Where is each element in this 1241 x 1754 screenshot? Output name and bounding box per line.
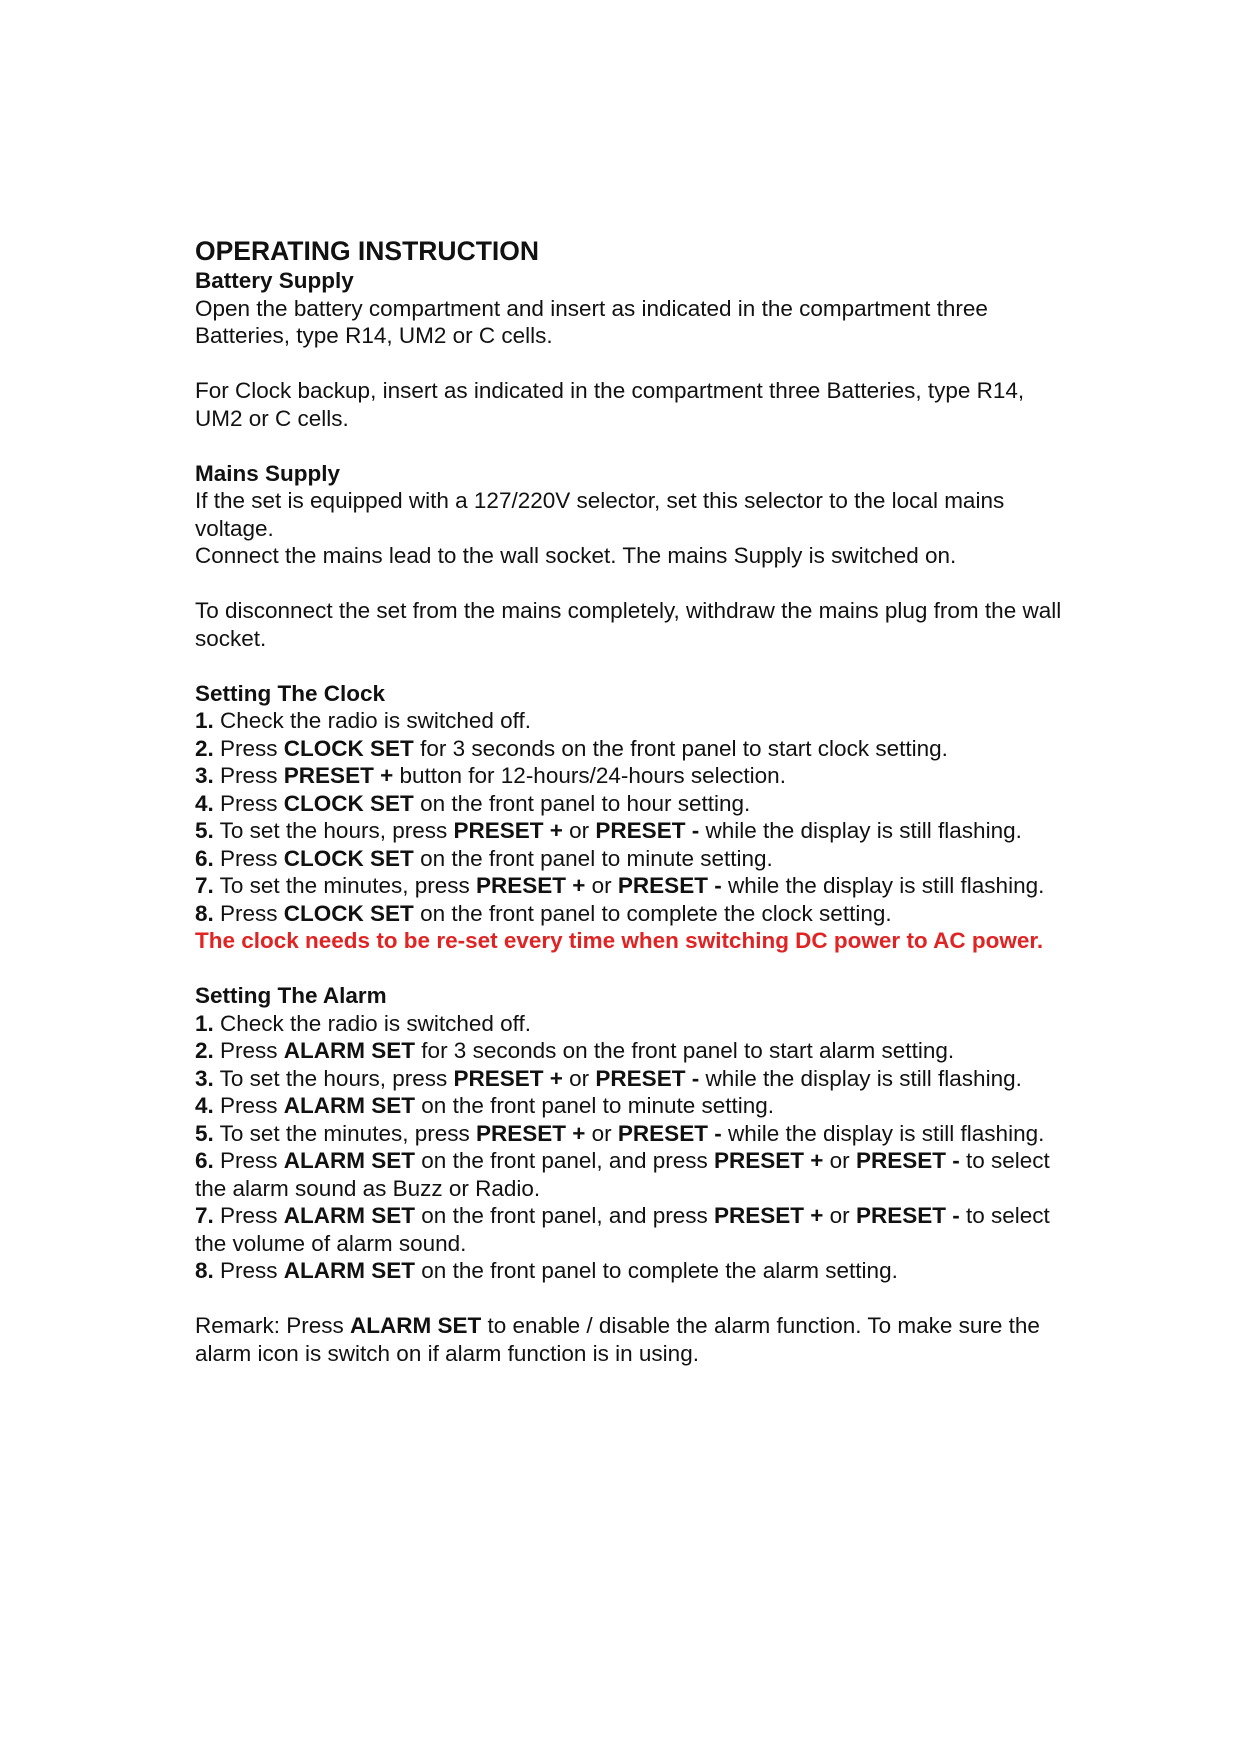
bold-text-run: ALARM SET xyxy=(350,1313,482,1338)
bold-text-run: PRESET + xyxy=(283,763,394,788)
alarm-step xyxy=(195,1065,1075,1093)
alarm-steps-list xyxy=(195,1010,1075,1285)
text-run: Press xyxy=(213,790,284,816)
text-run: on the front panel to complete the alarm setting. xyxy=(415,1258,898,1283)
bold-text-run: 5. xyxy=(195,818,214,843)
spacer xyxy=(195,350,1075,378)
bold-text-run: PRESET - xyxy=(855,1203,960,1228)
text-run: Check the radio is switched off. xyxy=(213,1010,532,1036)
text-run: Press xyxy=(213,1148,284,1173)
text-run: Press xyxy=(213,1038,284,1063)
spacer xyxy=(195,652,1075,680)
document-title: OPERATING INSTRUCTION xyxy=(195,236,540,266)
bold-text-run: ALARM SET xyxy=(283,1258,416,1283)
text-run: for 3 seconds on the front panel to start clock setting. xyxy=(413,735,948,761)
bold-text-run: CLOCK SET xyxy=(283,900,414,926)
bold-text-run: 1. xyxy=(195,708,214,733)
alarm-step xyxy=(195,1147,1075,1202)
text-run: on the front panel, and press xyxy=(415,1203,714,1228)
clock-step xyxy=(195,762,1075,790)
battery-supply-paragraph-1: Open the battery compartment and insert as indicated in the compartment three Batteries, type R14, UM2 or C cells. xyxy=(195,295,988,348)
bold-text-run: PRESET + xyxy=(714,1203,824,1228)
alarm-step xyxy=(195,1092,1075,1120)
bold-text-run: 6. xyxy=(195,845,214,871)
mains-supply-paragraph-2: Connect the mains lead to the wall socket. The mains Supply is switched on. xyxy=(195,543,957,568)
text-run: Press xyxy=(213,735,284,761)
bold-text-run: 7. xyxy=(195,1203,214,1228)
clock-step xyxy=(195,707,1075,735)
text-run: on the front panel to minute setting. xyxy=(415,1093,775,1118)
text-run: or xyxy=(562,818,596,843)
text-run: while the display is still flashing. xyxy=(721,1120,1045,1146)
text-run: to select the volume of alarm sound. xyxy=(195,1203,1050,1256)
clock-step xyxy=(195,735,1075,763)
text-run: on the front panel to complete the clock setting. xyxy=(413,900,892,926)
text-run: on the front panel to minute setting. xyxy=(413,845,773,871)
text-run: Remark: Press xyxy=(195,1313,351,1338)
text-run: button for 12-hours/24-hours selection. xyxy=(393,763,786,788)
bold-text-run: ALARM SET xyxy=(283,1203,416,1228)
bold-text-run: 8. xyxy=(195,900,214,926)
clock-reset-warning: The clock needs to be re-set every time when switching DC power to AC power. xyxy=(195,928,1044,953)
text-run: or xyxy=(823,1148,856,1173)
text-run: Press xyxy=(213,845,284,871)
bold-text-run: CLOCK SET xyxy=(283,790,414,816)
text-run: Press xyxy=(213,1203,284,1228)
bold-text-run: PRESET + xyxy=(475,873,586,898)
mains-supply-heading: Mains Supply xyxy=(195,460,341,486)
bold-text-run: 4. xyxy=(195,1093,214,1118)
clock-step xyxy=(195,900,1075,928)
spacer xyxy=(195,955,1075,983)
text-run: Press xyxy=(213,763,284,788)
spacer xyxy=(195,432,1075,460)
text-run: to enable / disable the alarm function. To make sure the alarm icon is switch on if alarm function is in using. xyxy=(195,1313,1040,1366)
mains-supply-paragraph-1: If the set is equipped with a 127/220V selector, set this selector to the local mains voltage. xyxy=(195,488,1005,541)
alarm-step xyxy=(195,1257,1075,1285)
text-run: to select the alarm sound as Buzz or Radio. xyxy=(195,1148,1050,1201)
clock-step xyxy=(195,845,1075,873)
text-run: To set the hours, press xyxy=(213,818,454,843)
bold-text-run: PRESET - xyxy=(617,1120,722,1146)
text-run: while the display is still flashing. xyxy=(699,818,1022,843)
bold-text-run: PRESET + xyxy=(453,818,563,843)
text-run: To set the hours, press xyxy=(213,1065,454,1091)
text-run: while the display is still flashing. xyxy=(721,873,1045,898)
bold-text-run: 7. xyxy=(195,873,214,898)
bold-text-run: 6. xyxy=(195,1148,214,1173)
bold-text-run: ALARM SET xyxy=(283,1148,416,1173)
bold-text-run: 2. xyxy=(195,1038,214,1063)
bold-text-run: ALARM SET xyxy=(283,1038,416,1063)
bold-text-run: PRESET - xyxy=(595,1065,700,1091)
battery-supply-heading: Battery Supply xyxy=(195,268,354,293)
bold-text-run: 1. xyxy=(195,1010,214,1036)
bold-text-run: CLOCK SET xyxy=(283,845,414,871)
bold-text-run: PRESET - xyxy=(595,818,700,843)
document-page xyxy=(195,236,1075,1367)
battery-supply-paragraph-2: For Clock backup, insert as indicated in the compartment three Batteries, type R14, UM2 or C cells. xyxy=(195,378,1025,431)
bold-text-run: 5. xyxy=(195,1120,214,1146)
text-run: or xyxy=(585,1120,618,1146)
text-run: on the front panel to hour setting. xyxy=(413,790,751,816)
text-run: Press xyxy=(213,900,284,926)
bold-text-run: ALARM SET xyxy=(283,1093,416,1118)
alarm-step xyxy=(195,1037,1075,1065)
mains-supply-paragraph-3: To disconnect the set from the mains completely, withdraw the mains plug from the wall socket. xyxy=(195,598,1062,651)
bold-text-run: PRESET + xyxy=(475,1120,586,1146)
bold-text-run: 2. xyxy=(195,735,214,761)
bold-text-run: 4. xyxy=(195,790,214,816)
bold-text-run: PRESET + xyxy=(714,1148,824,1173)
bold-text-run: 3. xyxy=(195,763,214,788)
alarm-step xyxy=(195,1202,1075,1257)
bold-text-run: 3. xyxy=(195,1065,214,1091)
spacer xyxy=(195,1285,1075,1313)
bold-text-run: CLOCK SET xyxy=(283,735,414,761)
text-run: or xyxy=(585,873,618,898)
text-run: for 3 seconds on the front panel to start alarm setting. xyxy=(415,1038,955,1063)
bold-text-run: PRESET - xyxy=(617,873,722,898)
setting-clock-heading: Setting The Clock xyxy=(195,680,386,706)
clock-steps-list xyxy=(195,707,1075,927)
alarm-step xyxy=(195,1010,1075,1038)
clock-step xyxy=(195,817,1075,845)
text-run: To set the minutes, press xyxy=(213,1120,476,1146)
text-run: Press xyxy=(213,1093,284,1118)
alarm-step xyxy=(195,1120,1075,1148)
bold-text-run: PRESET - xyxy=(855,1148,960,1173)
text-run: while the display is still flashing. xyxy=(699,1065,1022,1091)
text-run: on the front panel, and press xyxy=(415,1148,714,1173)
setting-alarm-heading: Setting The Alarm xyxy=(195,983,387,1008)
clock-step xyxy=(195,872,1075,900)
text-run: or xyxy=(562,1065,596,1091)
bold-text-run: 8. xyxy=(195,1258,214,1283)
alarm-remark xyxy=(195,1312,1075,1367)
text-run: Press xyxy=(213,1258,284,1283)
clock-step xyxy=(195,790,1075,818)
text-run: or xyxy=(823,1203,856,1228)
text-run: To set the minutes, press xyxy=(213,873,476,898)
text-run: Check the radio is switched off. xyxy=(213,708,532,733)
bold-text-run: PRESET + xyxy=(453,1065,563,1091)
spacer xyxy=(195,570,1075,598)
